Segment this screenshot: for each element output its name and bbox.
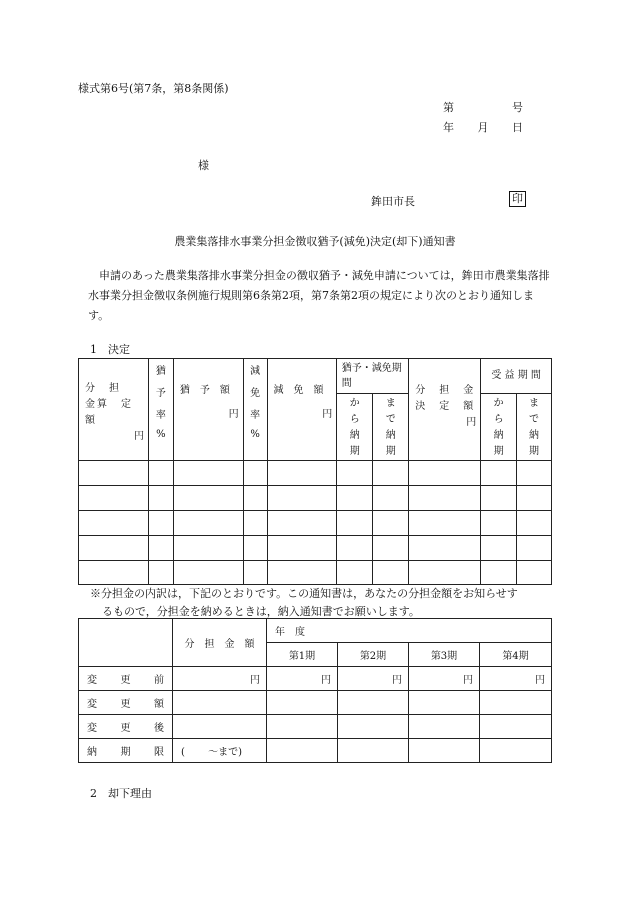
header-period-to — [373, 394, 409, 461]
header-yuyo-rate-label: 猶予率 — [155, 366, 166, 421]
header-benefit-from-label: から納期 — [493, 398, 504, 457]
row-label-before-text — [79, 671, 172, 686]
header-period — [337, 359, 422, 394]
header-benefit-to — [517, 394, 552, 461]
ref-dai: 第 — [443, 101, 454, 114]
issue-date — [443, 119, 523, 135]
label-char: 後 — [154, 723, 164, 734]
header-genmen-rate-label: 減免率 — [250, 366, 261, 421]
cell-yen: 円 — [480, 667, 552, 691]
label-char: 変 — [87, 699, 97, 710]
table-row — [79, 486, 552, 511]
table-row — [79, 536, 552, 561]
header-period-4: 第4期 — [480, 643, 552, 667]
header-genmen-rate-unit: % — [250, 429, 260, 440]
ref-go: 号 — [512, 101, 523, 114]
reference-number — [443, 99, 523, 115]
header-amount: 分 担 金 額 — [173, 619, 267, 667]
cell-yen: 円 — [173, 667, 267, 691]
section-2-heading: 2 却下理由 — [90, 787, 152, 800]
table-row — [79, 511, 552, 536]
cell-yen: 円 — [338, 667, 409, 691]
row-label-due — [79, 739, 173, 763]
label-char: 額 — [154, 699, 164, 710]
header-benefit: 受 益 期 間 — [481, 359, 552, 394]
table-row — [79, 691, 552, 715]
form-number: 様式第6号(第7条，第8条関係) — [78, 82, 229, 95]
header-genmen-amt — [267, 359, 337, 461]
row-label-due-text — [79, 743, 172, 758]
header-yuyo-rate — [148, 359, 173, 461]
label-char: 更 — [120, 699, 131, 710]
note-line-2: るもので，分担金を納めるときは，納入通知書でお願いします。 — [102, 605, 420, 618]
decision-table — [78, 358, 552, 585]
header-yuyo-amt-label: 猶 予 額 — [179, 385, 230, 396]
header-period-label: 猶予・減免期 間 — [341, 363, 422, 389]
label-char: 更 — [120, 675, 131, 686]
row-label-after — [79, 715, 173, 739]
label-char: 期 — [120, 747, 131, 758]
label-char: 前 — [154, 675, 164, 686]
corner-cell — [79, 619, 173, 667]
seal-mark: 印 — [509, 191, 526, 207]
header-period-from-label: から納期 — [349, 398, 360, 457]
header-benefit-to-label: まで納期 — [529, 398, 540, 457]
breakdown-table — [78, 618, 552, 763]
cell-yen: 円 — [267, 667, 338, 691]
body-text: 申請のあった農業集落排水事業分担金の徴収猶予・減免申請については，鉾田市農業集落排水事業分担金徴収条例施行規則第6条第2項，第7条第2項の規定により次のとおり通知します。 — [88, 269, 550, 322]
cell-yen: 円 — [409, 667, 480, 691]
document-title: 農業集落排水事業分担金徴収猶予(減免)決定(却下)通知書 — [174, 235, 456, 248]
header-period-1: 第1期 — [267, 643, 338, 667]
header-yuyo-rate-unit: % — [156, 429, 166, 440]
note-line-1: ※分担金の内訳は，下記のとおりです。この通知書は，あなたの分担金額をお知らせす — [90, 587, 518, 600]
header-genmen-amt-label: 減 免 額 — [273, 385, 324, 396]
row-label-diff — [79, 691, 173, 715]
row-label-after-text — [79, 719, 172, 734]
date-day: 日 — [512, 121, 523, 134]
header-genmen-amt-unit: 円 — [322, 409, 333, 420]
row-label-diff-text — [79, 695, 172, 710]
label-char: 変 — [87, 723, 97, 734]
header-benefit-from — [481, 394, 517, 461]
header-period-from — [337, 394, 373, 461]
header-period-to-label: まで納期 — [385, 398, 396, 457]
row-label-before — [79, 667, 173, 691]
label-char: 納 — [87, 747, 97, 758]
header-kettei-label: 分 担 金決 定 額 — [415, 385, 476, 412]
header-genmen-rate — [243, 359, 267, 461]
label-char: 変 — [87, 675, 97, 686]
section-1-heading: 1 決定 — [90, 343, 130, 356]
date-month: 月 — [477, 121, 489, 134]
header-bunpo-unit: 円 — [133, 431, 144, 442]
body-paragraph — [88, 266, 553, 326]
header-period-2: 第2期 — [338, 643, 409, 667]
table-row — [79, 461, 552, 486]
cell-due-value: ( ～まで) — [173, 739, 267, 763]
header-bunpo — [79, 359, 149, 461]
header-period-3: 第3期 — [409, 643, 480, 667]
date-year: 年 — [443, 121, 454, 134]
header-yuyo-amt — [173, 359, 243, 461]
header-year: 年 度 — [267, 619, 552, 643]
label-char: 限 — [154, 747, 164, 758]
label-char: 更 — [120, 723, 131, 734]
header-bunpo-label: 分 担 金算 定 額 — [85, 383, 145, 426]
issuer: 鉾田市長 — [371, 195, 415, 208]
table-row — [79, 667, 552, 691]
header-yuyo-amt-unit: 円 — [228, 409, 239, 420]
table-row — [79, 561, 552, 585]
table-row — [79, 715, 552, 739]
table-row — [79, 739, 552, 763]
addressee: 様 — [198, 159, 209, 172]
header-kettei-unit: 円 — [466, 417, 477, 428]
breakdown-note — [90, 585, 550, 621]
